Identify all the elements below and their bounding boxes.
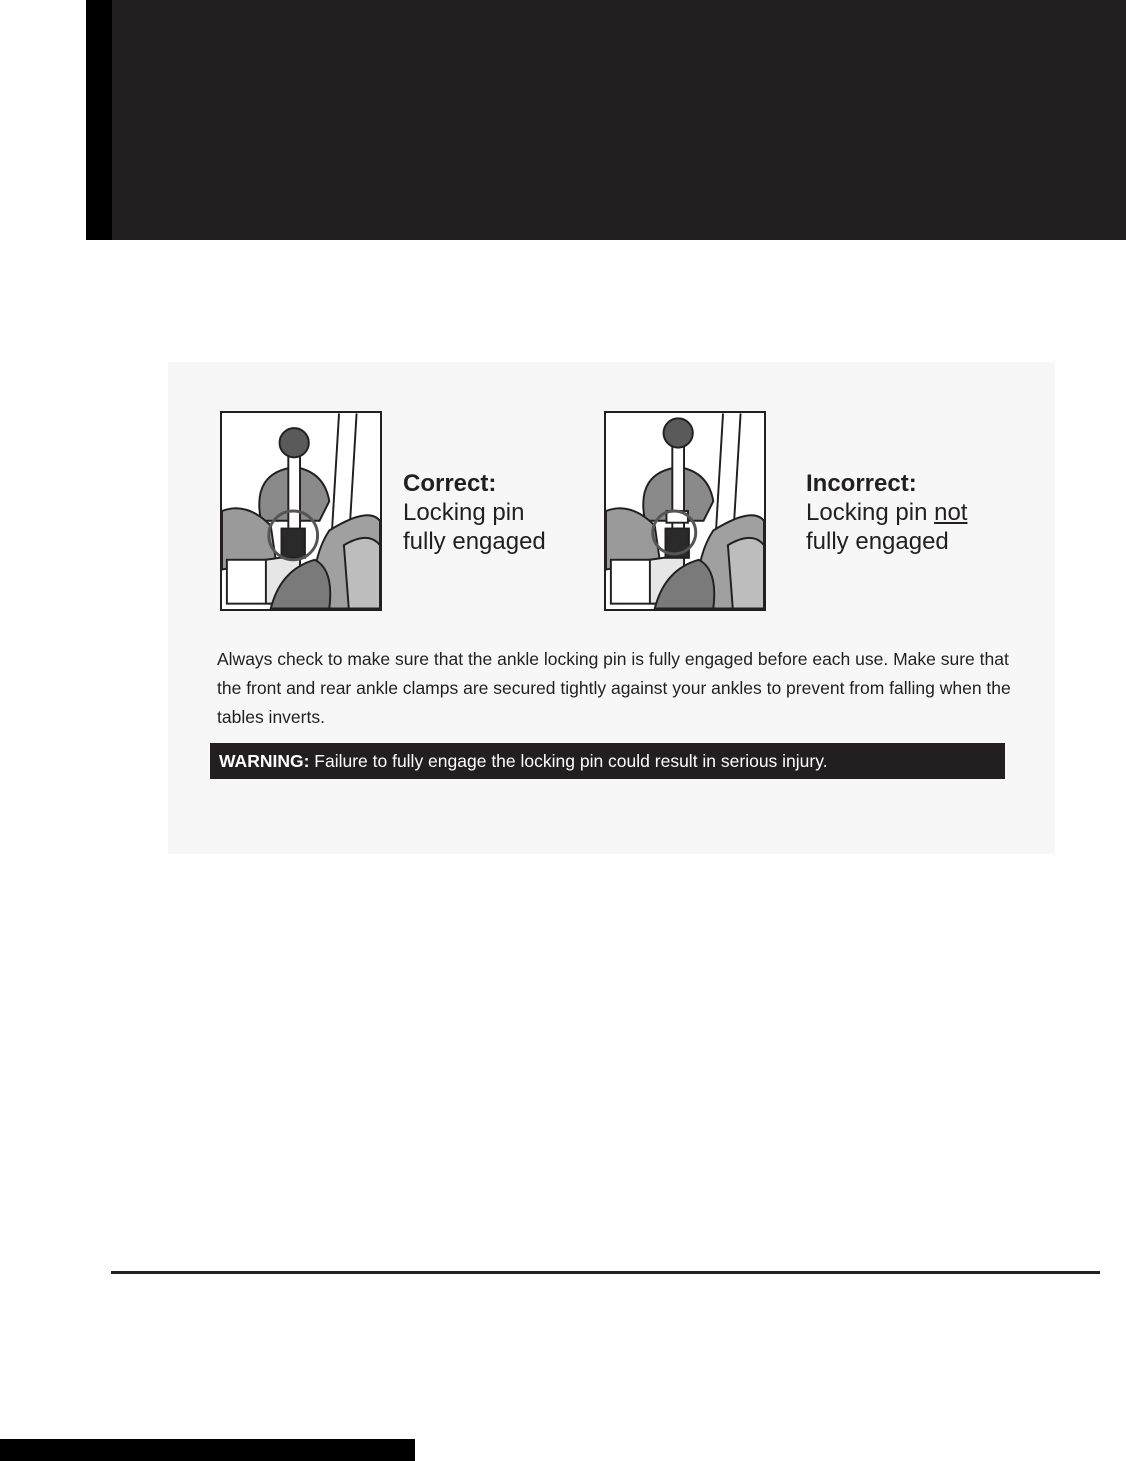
incorrect-line-1-prefix: Locking pin (806, 499, 935, 526)
incorrect-heading: Incorrect: (806, 470, 917, 497)
warning-text: Failure to fully engage the locking pin could result in serious injury. (309, 751, 828, 771)
footer-divider (111, 1271, 1100, 1274)
warning-banner (210, 743, 1005, 779)
correct-line-2: fully engaged (403, 528, 546, 555)
incorrect-line-2: fully engaged (806, 528, 949, 555)
header-band (86, 0, 1126, 240)
incorrect-line-1-not: not (934, 499, 968, 526)
incorrect-caption (806, 469, 967, 556)
correct-heading: Correct: (403, 470, 497, 497)
incorrect-line-1 (806, 498, 967, 527)
footer-bar (0, 1439, 415, 1461)
warning-label: WARNING: (219, 751, 310, 771)
correct-pin-illustration (220, 411, 382, 611)
incorrect-pin-illustration (604, 411, 766, 611)
correct-caption (403, 469, 546, 556)
header-band-edge (86, 0, 112, 240)
correct-line-1: Locking pin (403, 499, 525, 526)
instruction-paragraph: Always check to make sure that the ankle locking pin is fully engaged before each use. Make sure that the front and rear ankle clamps are secured tightly against your ankles to prevent from falling when the tables inverts. (217, 649, 1011, 727)
